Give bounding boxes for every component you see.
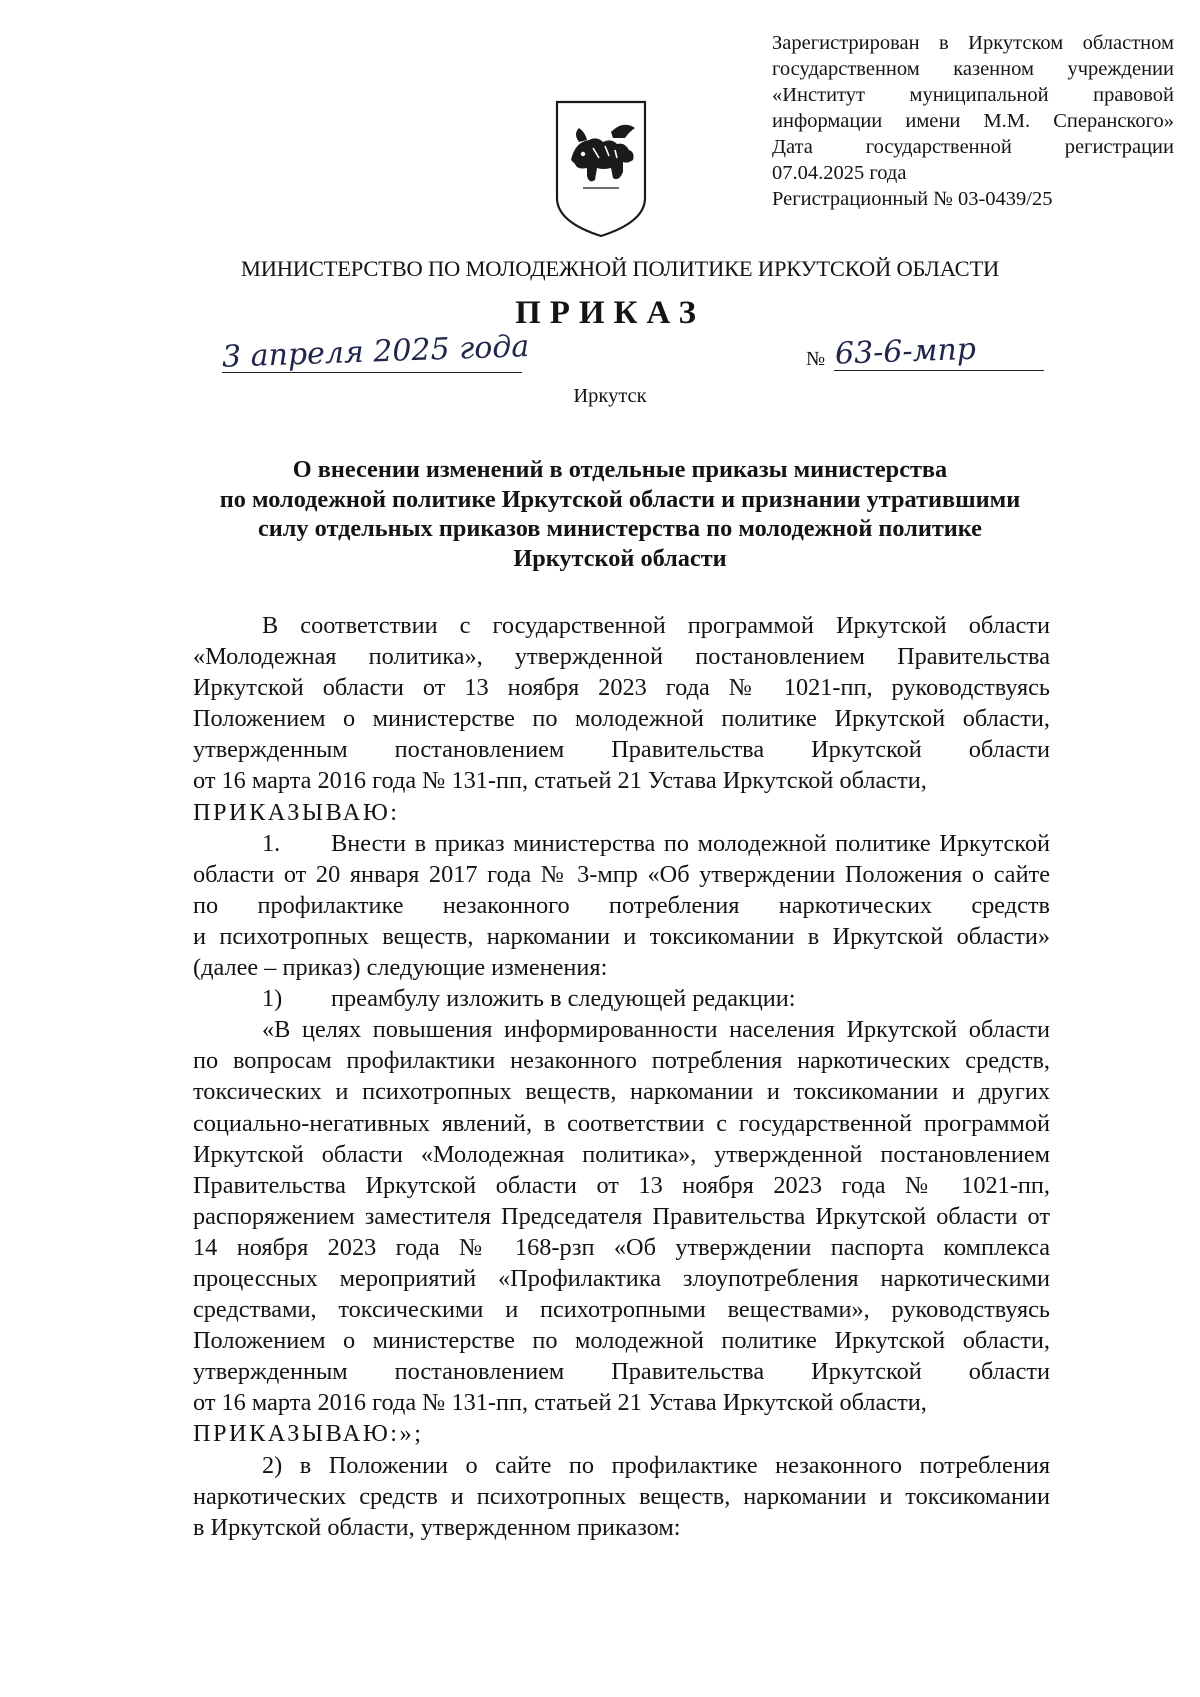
title-line: Иркутской области — [513, 544, 727, 572]
item-1-marker: 1. — [262, 829, 281, 857]
date-underline — [222, 372, 522, 373]
registration-line: «Институт муниципальной правовой — [772, 84, 1174, 106]
body-line: от 16 марта 2016 года № 131-пп, статьей 21 Устава Иркутской области, — [193, 1389, 927, 1417]
item-1-line — [193, 828, 1050, 859]
body-line: и психотропных веществ, наркомании и токсикомании в Иркутской области» — [193, 922, 1050, 950]
body-line: области от 20 января 2017 года № 3-мпр «Об утверждении Положения о сайте — [193, 860, 1050, 888]
body-line: распоряжением заместителя Председателя Правительства Иркутской области от — [193, 1202, 1050, 1230]
body-line: (далее – приказ) следующие изменения: — [193, 954, 608, 982]
item-1-1-marker: 1) — [262, 985, 283, 1013]
city: Иркутск — [573, 385, 647, 407]
body-line: средствами, токсическими и психотропными веществами», руководствуясь — [193, 1296, 1050, 1324]
body-line: Положением о министерстве по молодежной политике Иркутской области, — [193, 705, 1050, 733]
body-line: в Иркутской области, утвержденном приказом: — [193, 1513, 681, 1541]
body-line: от 16 марта 2016 года № 131-пп, статьей 21 Устава Иркутской области, — [193, 767, 927, 795]
body-line: процессных мероприятий «Профилактика злоупотребления наркотическими — [193, 1264, 1050, 1292]
body-line: Внести в приказ министерства по молодежной политике Иркутской — [331, 829, 1050, 857]
body-line: Иркутской области «Молодежная политика», утвержденной постановлением — [193, 1140, 1050, 1168]
decree-word: ПРИКАЗЫВАЮ:»; — [193, 1420, 424, 1448]
handwritten-date: 3 апреля 2025 года — [221, 329, 530, 375]
body-line: 2) в Положении о сайте по профилактике незаконного потребления — [262, 1451, 1050, 1479]
registration-line: Зарегистрирован в Иркутском областном — [772, 32, 1174, 54]
registration-date: 07.04.2025 года — [772, 162, 907, 184]
document-type: ПРИКАЗ — [515, 295, 705, 331]
registration-stamp — [772, 30, 1174, 212]
body-line: утвержденным постановлением Правительства Иркутской области — [193, 736, 1050, 764]
body-line: наркотических средств и психотропных веществ, наркомании и токсикомании — [193, 1482, 1050, 1510]
body-line: «В целях повышения информированности населения Иркутской области — [262, 1016, 1050, 1044]
decree-word: ПРИКАЗЫВАЮ: — [193, 798, 400, 826]
body-line: Положением о министерстве по молодежной политике Иркутской области, — [193, 1327, 1050, 1355]
body-line: 14 ноября 2023 года № 168-рзп «Об утверждении паспорта комплекса — [193, 1233, 1050, 1261]
body-line: по вопросам профилактики незаконного потребления наркотических средств, — [193, 1047, 1050, 1075]
body-line: В соответствии с государственной программой Иркутской области — [262, 612, 1050, 639]
body-line: Иркутской области от 13 ноября 2023 года № 1021-пп, руководствуясь — [193, 674, 1050, 702]
registration-line: государственном казенном учреждении — [772, 58, 1174, 80]
title-line: О внесении изменений в отдельные приказы министерства — [292, 456, 948, 483]
body-line: преамбулу изложить в следующей редакции: — [331, 985, 796, 1013]
registration-number: Регистрационный № 03-0439/25 — [772, 188, 1053, 210]
coat-of-arms-icon — [553, 98, 649, 240]
document-body — [193, 610, 1050, 1543]
body-line: токсических и психотропных веществ, наркомании и токсикомании и других — [193, 1078, 1050, 1106]
registration-line: Дата государственной регистрации — [772, 136, 1174, 158]
body-line: утвержденным постановлением Правительства Иркутской области — [193, 1358, 1050, 1386]
number-prefix: № — [806, 348, 826, 370]
handwritten-number: 63-6-мпр — [834, 331, 977, 372]
body-line: Правительства Иркутской области от 13 ноября 2023 года № 1021-пп, — [193, 1171, 1050, 1199]
body-line: по профилактике незаконного потребления наркотических средств — [193, 891, 1050, 919]
item-1-1-line — [193, 983, 1050, 1014]
registration-line: информации имени М.М. Сперанского» — [772, 110, 1174, 132]
ministry-name: МИНИСТЕРСТВО ПО МОЛОДЕЖНОЙ ПОЛИТИКЕ ИРКУТСКОЙ ОБЛАСТИ — [240, 256, 1000, 281]
number-underline — [834, 370, 1044, 371]
document-title — [196, 455, 1044, 573]
title-line: по молодежной политике Иркутской области и признании утратившими — [219, 485, 1021, 513]
body-line: «Молодежная политика», утвержденной постановлением Правительства — [193, 643, 1050, 671]
title-line: силу отдельных приказов министерства по молодежной политике — [258, 515, 982, 542]
body-line: социально-негативных явлений, в соответствии с государственной программой — [193, 1109, 1050, 1137]
